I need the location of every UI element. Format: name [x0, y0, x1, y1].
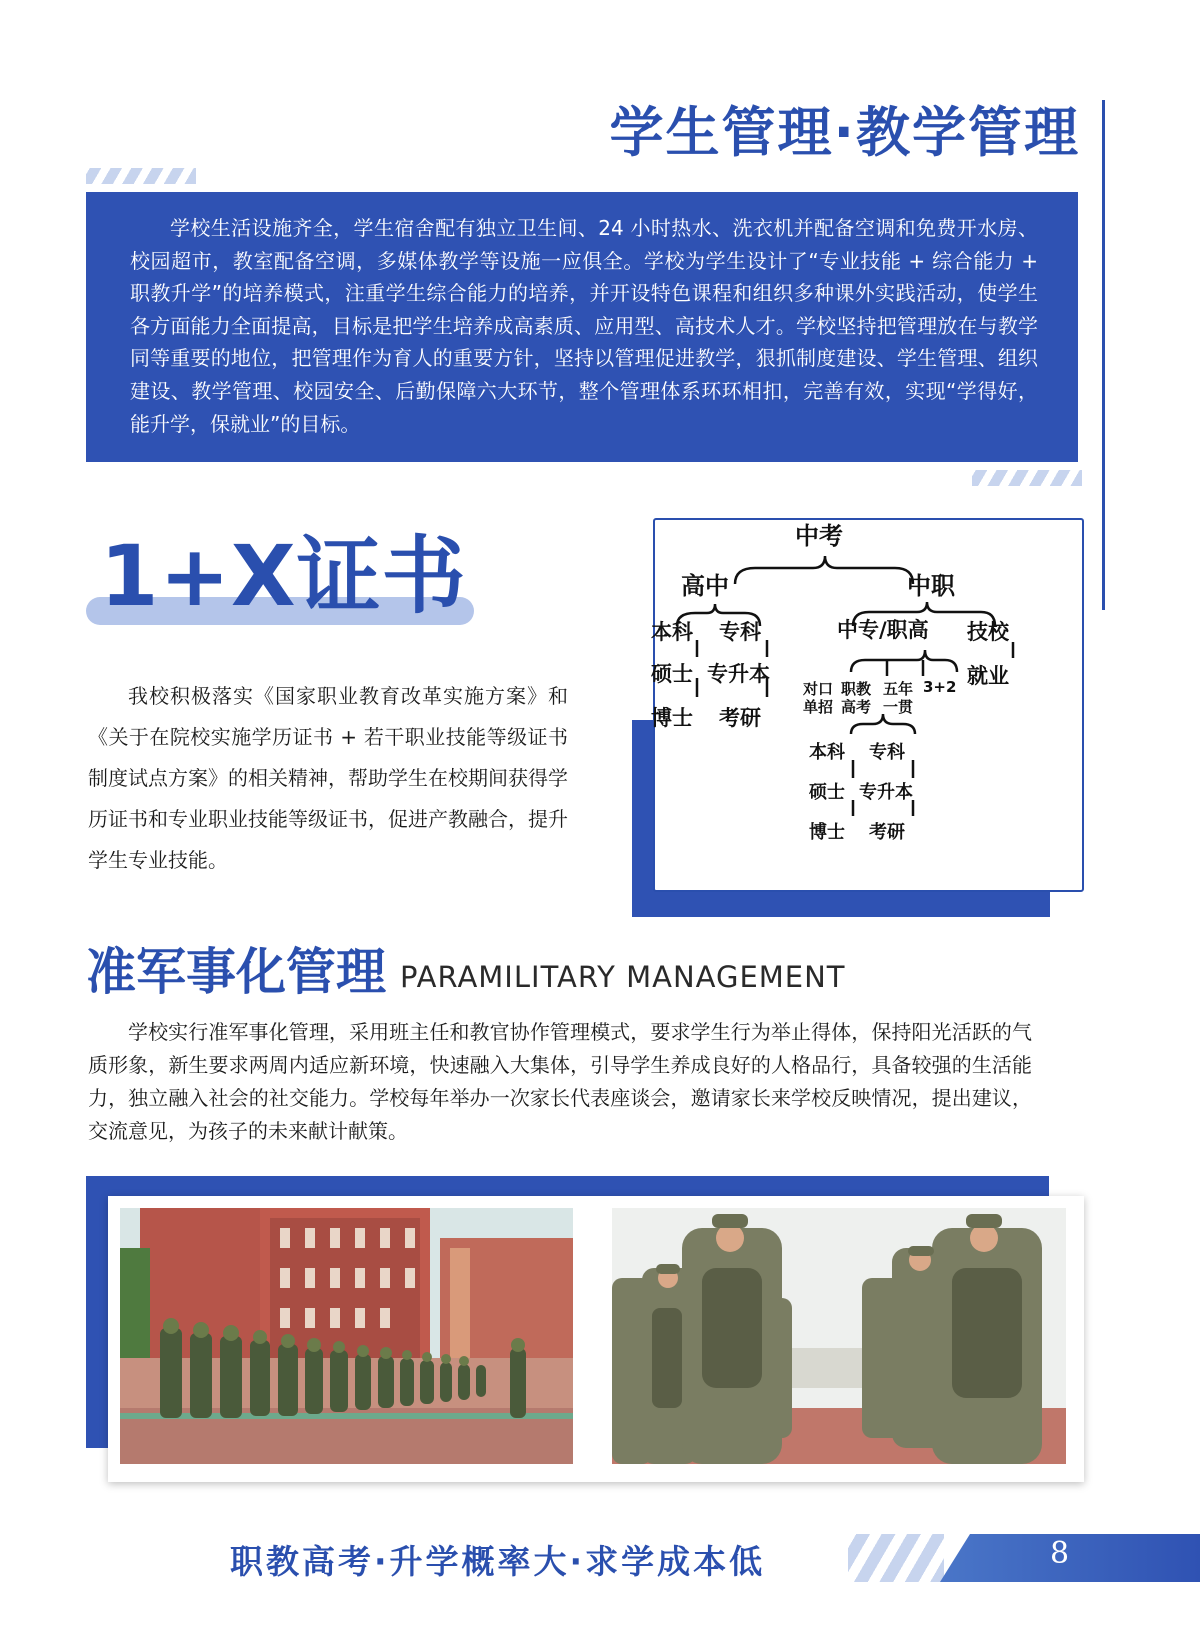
decorative-stripes [848, 1534, 944, 1582]
diagram-node: 博士 [651, 706, 693, 730]
brace-connector [851, 714, 915, 734]
diagram-node: 技校 [967, 620, 1009, 644]
diagram-node: 一贯 [883, 698, 914, 716]
drill-training-photo [612, 1208, 1066, 1464]
diagram-node: 博士 [809, 822, 845, 843]
diagram-node: 职教 [841, 680, 872, 698]
diagram-node-vocational: 中职 [907, 572, 955, 600]
diagram-node: 专科 [869, 742, 905, 763]
pathway-diagram [653, 518, 1084, 892]
diagram-node: 本科 [809, 742, 845, 763]
decorative-rule [1102, 100, 1105, 610]
paramilitary-subheading: PARAMILITARY MANAGEMENT [400, 960, 846, 994]
footer-bar [940, 1534, 1200, 1582]
diagram-node: 五年 [883, 680, 914, 698]
diagram-node: 考研 [869, 822, 905, 843]
diagram-node: 对口 [803, 680, 834, 698]
page-title: 学生管理·教学管理 [609, 101, 1080, 164]
page-number: 8 [1050, 1536, 1070, 1571]
diagram-node: 专升本 [859, 782, 913, 803]
decorative-stripes [86, 168, 196, 184]
paramilitary-heading: 准军事化管理 [86, 943, 386, 1001]
diagram-node: 单招 [803, 698, 834, 716]
marching-students-photo [120, 1208, 573, 1464]
certificate-heading: 1+X证书 [100, 527, 467, 625]
certificate-paragraph: 我校积极落实《国家职业教育改革实施方案》和《关于在院校实施学历证书 + 若干职业技能等级证书制度试点方案》的相关精神，帮助学生在校期间获得学历证书和专业职业技能等级证书，促进产教融合，提升学生专业技能。 [88, 684, 568, 872]
diagram-node: 3+2 [923, 678, 957, 696]
diagram-node-root: 中考 [795, 522, 843, 550]
diagram-node: 硕士 [651, 662, 693, 686]
footer-slogan: 职教高考·升学概率大·求学成本低 [230, 1542, 766, 1581]
diagram-node: 专科 [719, 620, 761, 644]
diagram-node: 本科 [651, 620, 693, 644]
diagram-node: 高考 [841, 698, 872, 716]
diagram-node-highschool: 高中 [681, 572, 729, 600]
paramilitary-paragraph: 学校实行准军事化管理，采用班主任和教官协作管理模式，要求学生行为举止得体，保持阳光活跃的气质形象，新生要求两周内适应新环境，快速融入大集体，引导学生养成良好的人格品行，具备较强的生活能力，独立融入社会的社交能力。学校每年举办一次家长代表座谈会，邀请家长来学校反映情况，提出建议，交流意见，为孩子的未来献计献策。 [88, 1020, 1032, 1143]
decorative-stripes [972, 470, 1082, 486]
intro-panel [86, 192, 1078, 462]
diagram-node: 考研 [719, 706, 761, 730]
diagram-node: 就业 [967, 664, 1009, 688]
brace-connector [851, 650, 957, 672]
intro-paragraph: 学校生活设施齐全，学生宿舍配有独立卫生间、24 小时热水、洗衣机并配备空调和免费开水房、校园超市，教室配备空调，多媒体教学等设施一应俱全。学校为学生设计了“专业技能 + 综合能力 + 职教升学”的培养模式，注重学生综合能力的培养，并开设特色课程和组织多种课外实践活动，使学生各方面能力全面提高，目标是把学生培养成高素质、应用型、高技术人才。学校坚持把管理放在与教学同等重要的地位，把管理作为育人的重要方针，坚持以管理促进教学，狠抓制度建设、学生管理、组织建设、教学管理、校园安全、后勤保障六大环节，整个管理体系环环相扣，完善有效，实现“学得好，能升学，保就业”的目标。 [130, 216, 1038, 436]
diagram-node: 专升本 [707, 662, 770, 686]
diagram-node: 中专/职高 [837, 618, 929, 642]
brace-connector [735, 556, 913, 584]
diagram-node: 硕士 [809, 782, 845, 803]
